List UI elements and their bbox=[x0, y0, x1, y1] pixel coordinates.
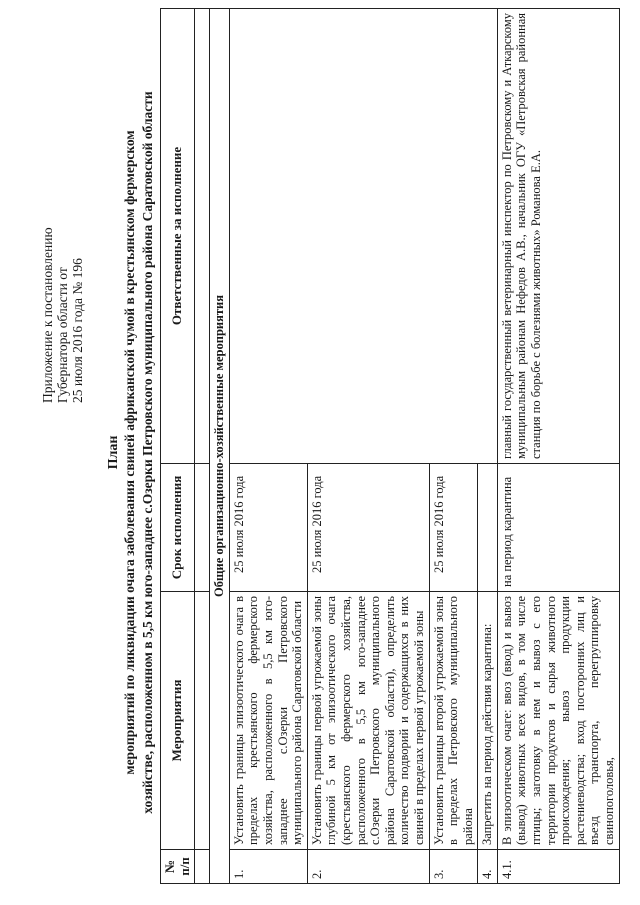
row-measure: Запретить на период действия карантина: bbox=[478, 592, 498, 850]
row-number: 4. bbox=[478, 850, 498, 884]
row-deadline bbox=[478, 464, 498, 592]
row-measure: Установить границы первой угрожаемой зоны глубиной 5 км от эпизоотического очага (крестьянского фермерского хозяйства, расположенного в 5,5 км юго-западнее с.Озерки Петровского муниципального района Саратовской области), определить количество подворий и содержащихся в них свиней в пределах первой угрожаемой зоны bbox=[307, 592, 429, 850]
header-measures: Мероприятия bbox=[161, 592, 195, 850]
row-number: 3. bbox=[429, 850, 478, 884]
header-deadline: Срок исполнения bbox=[161, 464, 195, 592]
row-responsible bbox=[229, 9, 497, 464]
plan-title-line-1: мероприятий по ликвидации очага заболевания свиней африканской чумой в крестьянском фермерском bbox=[122, 130, 137, 775]
row-responsible: главный государственный ветеринарный инспектор по Петровскому и Аткарскому муниципальным районам Нефедов А.В., начальник ОГУ «Петровская районная станция по борьбе с болезнями животных» Романова Е.А. bbox=[497, 9, 619, 464]
row-number: 2. bbox=[307, 850, 429, 884]
row-number: 1. bbox=[229, 850, 307, 884]
row-deadline: 25 июля 2016 года bbox=[307, 464, 429, 592]
section-row bbox=[210, 9, 230, 884]
header-num: № п/п bbox=[161, 850, 195, 884]
appendix-line-3: 25 июля 2016 года № 196 bbox=[70, 258, 85, 403]
plan-heading: План bbox=[106, 435, 121, 470]
table-row bbox=[229, 9, 307, 884]
row-measure: В эпизоотическом очаге: ввоз (ввод) и вывоз (вывод) животных всех видов, в том числе птицы; заготовку в нем и вывоз с его территории продуктов и сырья животного происхождения; вывоз продукции растениеводства; вход посторонних лиц и въезд транспорта, перегруппировку свинопоголовья, bbox=[497, 592, 619, 850]
header-responsible: Ответственные за исполнение bbox=[161, 9, 195, 464]
row-deadline: 25 июля 2016 года bbox=[429, 464, 478, 592]
row-deadline: 25 июля 2016 года bbox=[229, 464, 307, 592]
appendix-note bbox=[40, 133, 85, 403]
row-number: 4.1. bbox=[497, 850, 619, 884]
appendix-line-2: Губернатора области от bbox=[55, 267, 70, 403]
spacer-row bbox=[195, 9, 210, 884]
plan-title-line-2: хозяйстве, расположенном в 5,5 км юго-западнее с.Озерки Петровского муниципального района Саратовской области bbox=[140, 91, 155, 814]
section-title: Общие организационно-хозяйственные мероприятия bbox=[210, 9, 230, 884]
table-row bbox=[497, 9, 619, 884]
row-measure: Установить границы эпизоотического очага в пределах крестьянского фермерского хозяйства, расположенного в 5,5 км юго-западнее с.Озерки Петровского муниципального района Саратовской области bbox=[229, 592, 307, 850]
row-measure: Установить границы второй угрожаемой зоны в пределах Петровского муниципального района bbox=[429, 592, 478, 850]
plan-table bbox=[160, 8, 620, 884]
row-deadline: на период карантина bbox=[497, 464, 619, 592]
table-header-row bbox=[161, 9, 195, 884]
appendix-line-1: Приложение к постановлению bbox=[40, 227, 55, 403]
